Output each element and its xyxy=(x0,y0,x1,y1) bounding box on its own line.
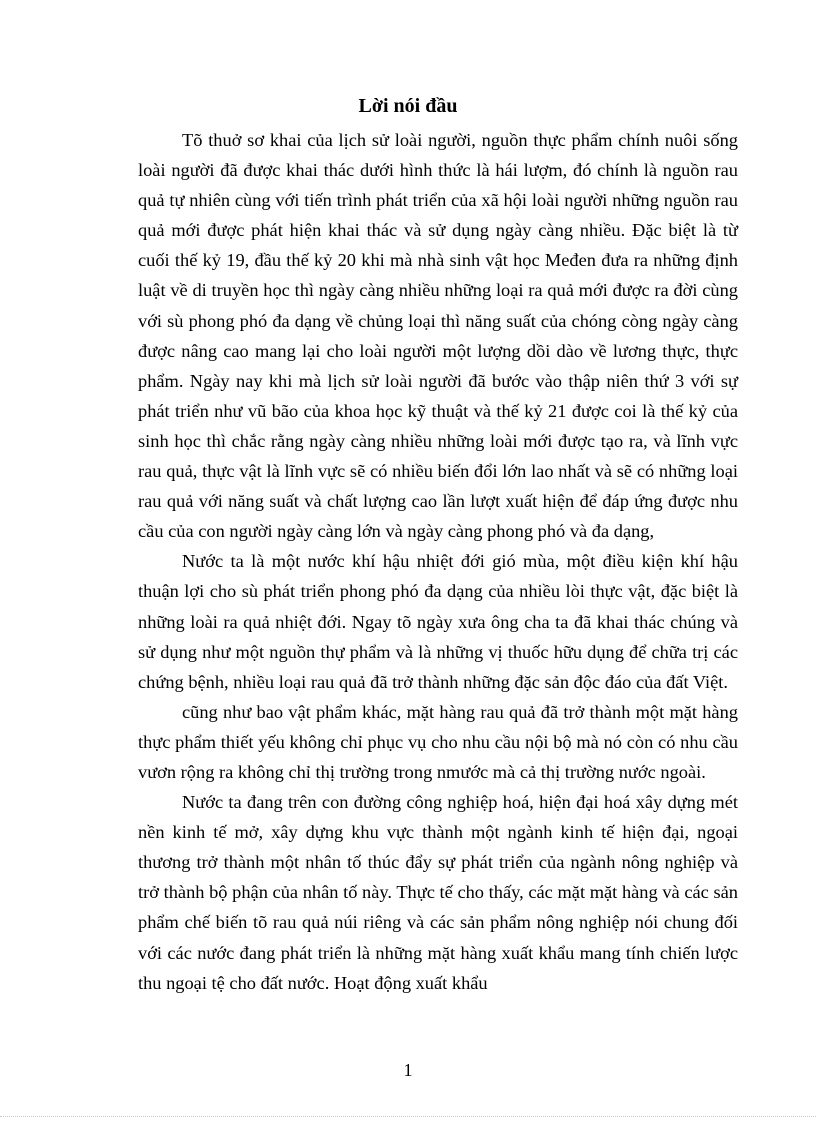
paragraph-3: cũng như bao vật phẩm khác, mặt hàng rau quả đã trở thành một mặt hàng thực phẩm thiết yếu không chỉ phục vụ cho nhu cầu nội bộ mà nó còn có nhu cầu vươn rộng ra không chỉ thị trường trong nmước mà cả thị trường nước ngoài. xyxy=(138,701,738,782)
page-bottom-divider xyxy=(0,1116,816,1117)
paragraph-1: Tõ thuở sơ khai của lịch sử loài người, nguồn thực phẩm chính nuôi sống loài người đã được khai thác dưới hình thức là hái lượm, đó chính là nguồn rau quả tự nhiên cùng với tiến trình phát triển của xã hội loài người những nguồn rau quả mới được phát hiện khai thác và sử dụng ngày càng nhiều. Đặc biệt là từ cuối thế kỷ 19, đầu thế kỷ 20 khi mà nhà sinh vật học Međen đưa ra những định luật về di truyền học thì ngày càng nhiều những loại ra quả mới được ra đời cùng với sù phong phó đa dạng về chủng loại thì năng suất của chóng còng ngày càng được nâng cao mang lại cho loài người một lượng dồi dào về lương thực, thực phẩm. Ngày nay khi mà lịch sử loài người đã bước vào thập niên thứ 3 với sự phát triển như vũ bão của khoa học kỹ thuật và thế kỷ 21 được coi là thế kỷ của sinh học thì chắc rằng ngày càng nhiều những loài mới được tạo ra, và lĩnh vực rau quả, thực vật là lĩnh vực sẽ có nhiều biến đổi lớn lao nhất và sẽ có những loại rau quả với năng suất và chất lượng cao lần lượt xuất hiện để đáp ứng được nhu cầu của con người ngày càng lớn và ngày càng phong phó và đa dạng, xyxy=(138,130,738,542)
paragraph-4: Nước ta đang trên con đường công nghiệp hoá, hiện đại hoá xây dựng mét nền kinh tế mở, xây dựng khu vực thành một ngành kinh tế hiện đại, ngoại thương trở thành một nhân tố thúc đẩy sự phát triển của ngành nông nghiệp và trở thành bộ phận của nhân tố này. Thực tế cho thấy, các mặt mặt hàng và các sản phẩm chế biến tõ rau quả núi riêng và các sản phẩm nông nghiệp nói chung đối với các nước đang phát triển là những mặt hàng xuất khẩu mang tính chiến lược thu ngoại tệ cho đất nước. Hoạt động xuất khẩu xyxy=(138,792,738,993)
body-text xyxy=(138,125,738,998)
page-title: Lời nói đầu xyxy=(358,95,458,117)
paragraph-2: Nước ta là một nước khí hậu nhiệt đới gió mùa, một điều kiện khí hậu thuận lợi cho sù phát triển phong phó đa dạng của nhiều lòi thực vật, đặc biệt là những loài ra quả nhiệt đới. Ngay tõ ngày xưa ông cha ta đã khai thác chúng và sử dụng như một nguồn thự phẩm và là những vị thuốc hữu dụng để chữa trị các chứng bệnh, nhiều loại rau quả đã trở thành những đặc sản độc đáo của đất Việt. xyxy=(138,551,738,692)
page-number: 1 xyxy=(403,1060,413,1080)
